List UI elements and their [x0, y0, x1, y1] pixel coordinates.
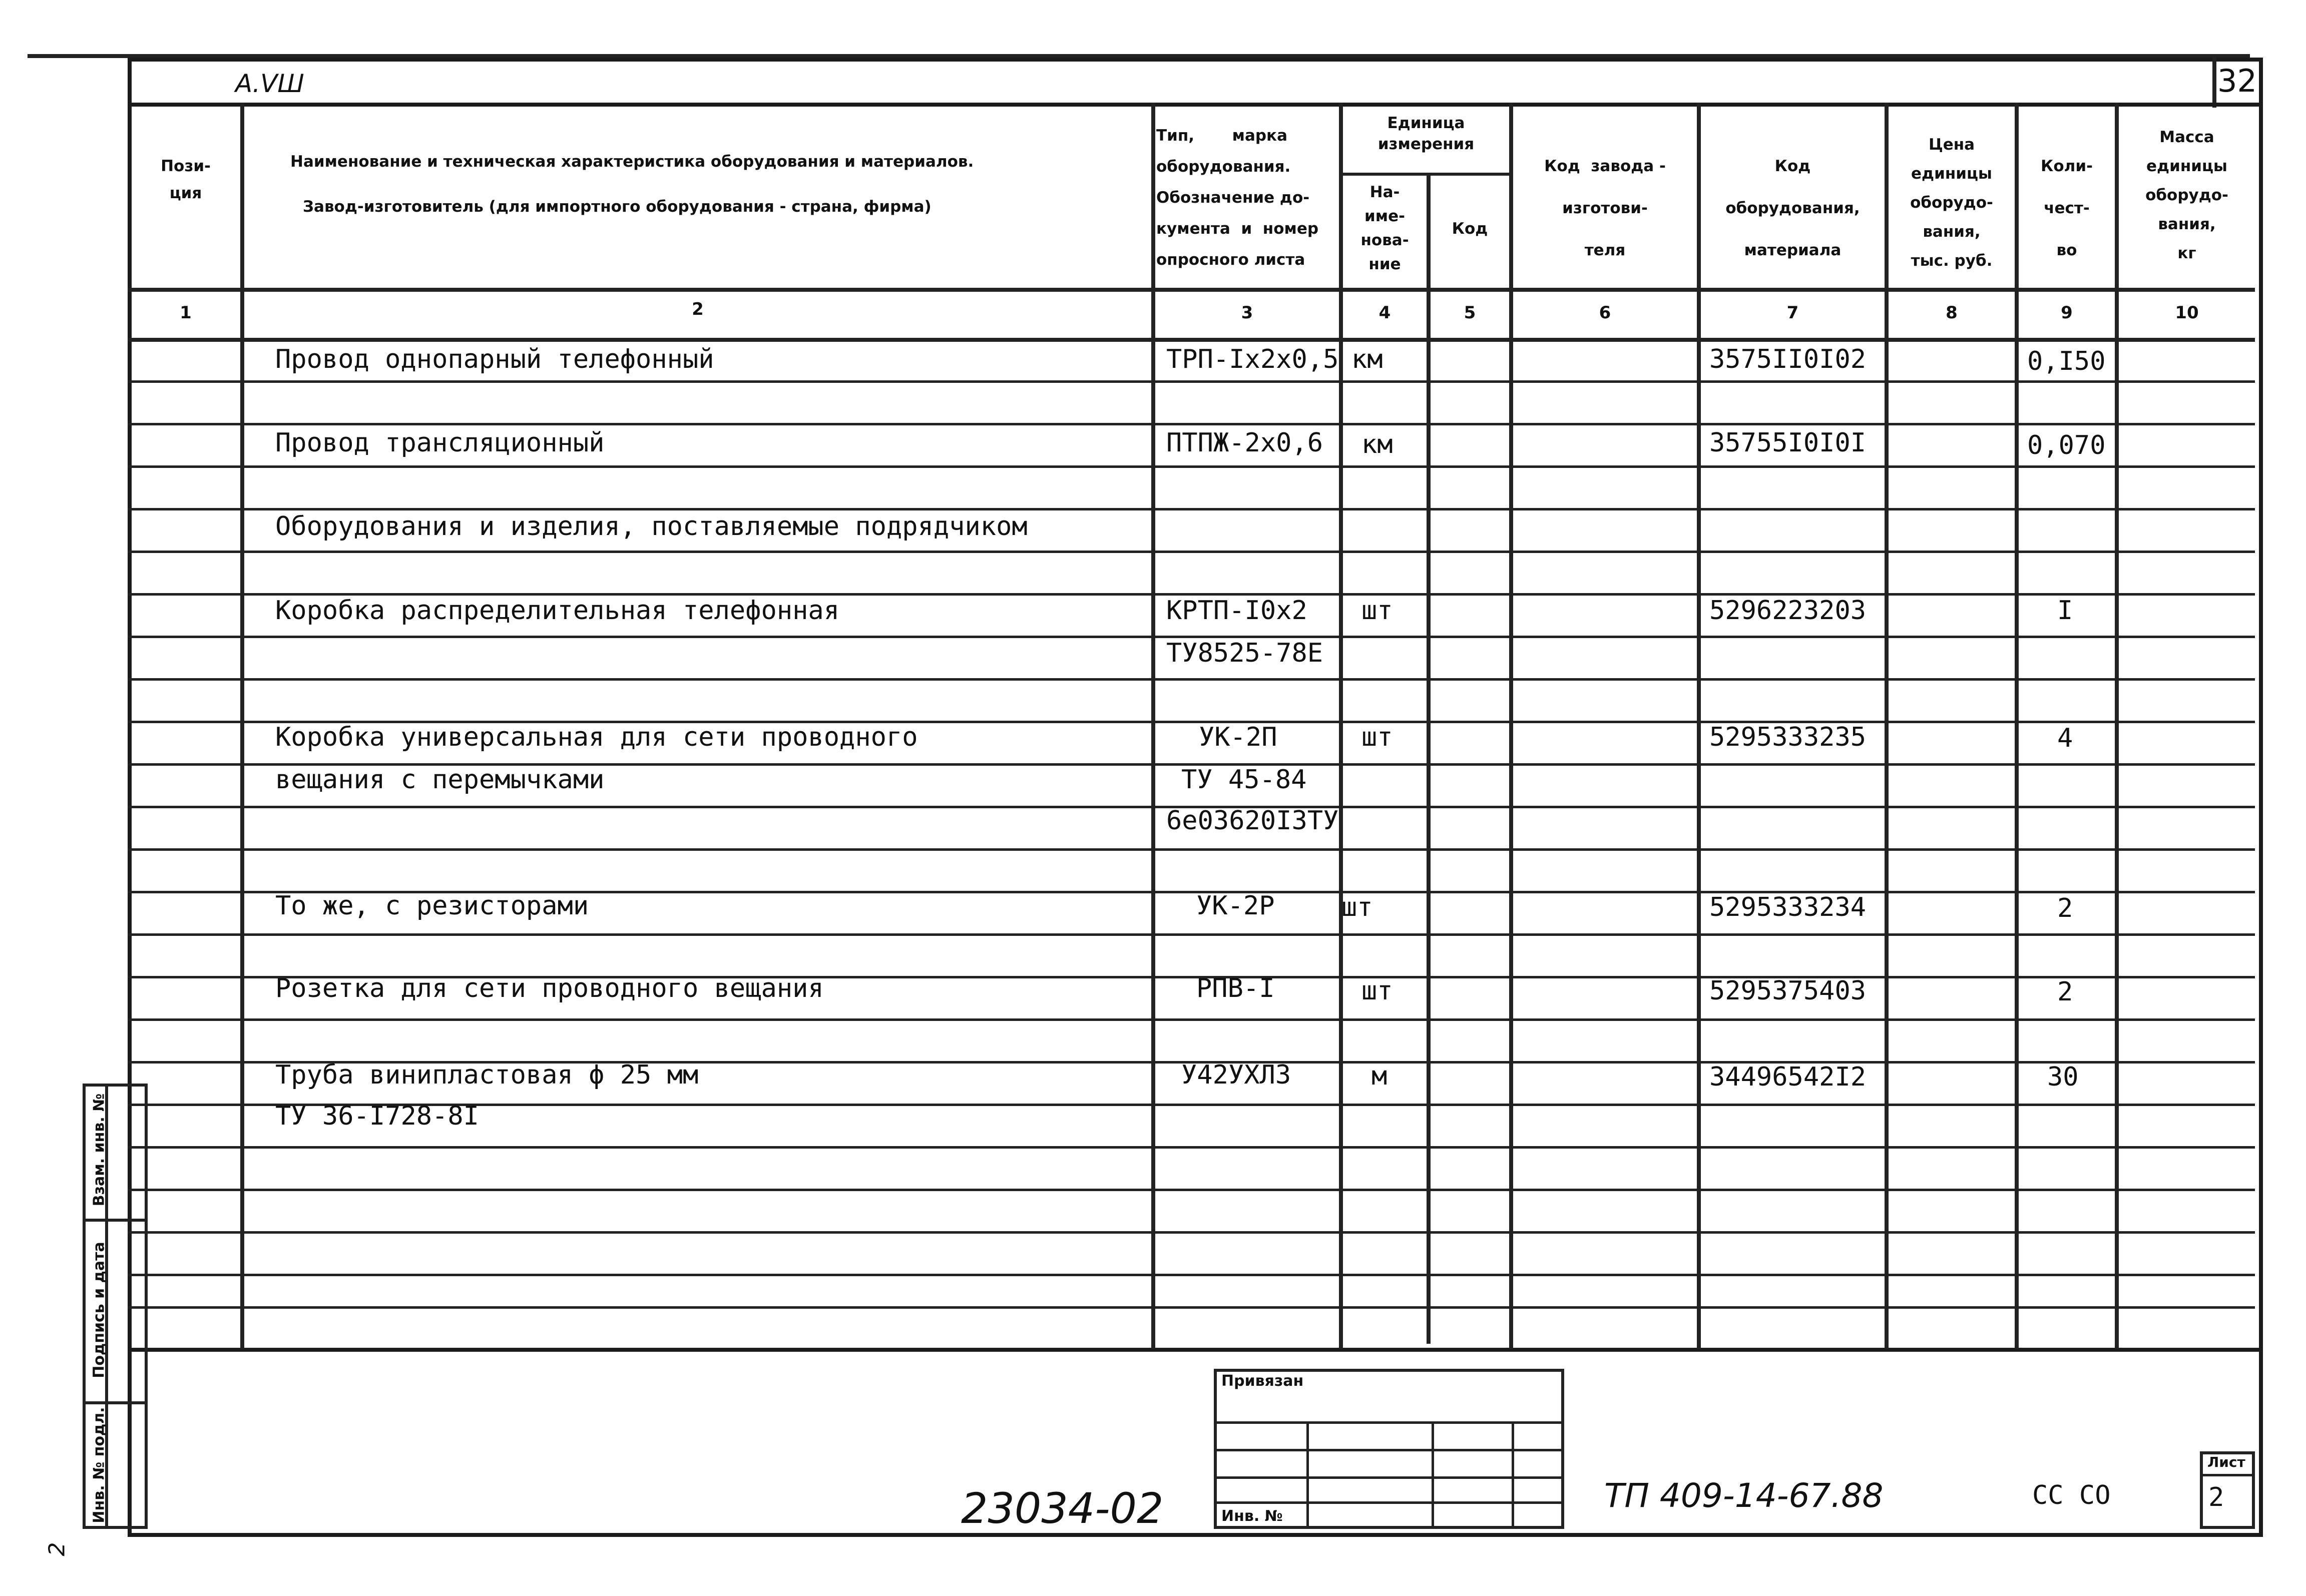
row-line — [128, 1146, 2255, 1149]
header-price-line: единицы — [1911, 165, 1992, 183]
header-mass-line: единицы — [2146, 157, 2227, 175]
column-number: 9 — [2061, 303, 2073, 323]
sheet-label: Лист — [2207, 1454, 2245, 1470]
row-code: 3575II0I02 — [1709, 344, 1867, 374]
row-code: 5295333234 — [1709, 892, 1867, 922]
header-unit-name-line: На- — [1369, 183, 1400, 201]
column-number: 1 — [180, 303, 192, 323]
header-price-line: оборудо- — [1910, 194, 1993, 212]
header-type-line: оборудования. — [1156, 158, 1291, 176]
column-number: 2 — [692, 299, 704, 319]
row-line — [128, 1189, 2255, 1191]
row-line — [128, 933, 2255, 936]
col-line-5 — [1509, 103, 1513, 1349]
row-qty: 4 — [2057, 723, 2073, 753]
page-number: 32 — [2217, 63, 2257, 99]
header-price-line: Цена — [1928, 136, 1975, 154]
header-price-line: вания, — [1923, 223, 1981, 241]
row-qty: I — [2057, 596, 2073, 626]
header-mass-line: Масса — [2159, 128, 2214, 146]
row-code: 5295333235 — [1709, 722, 1867, 752]
row-qty: 0,070 — [2027, 430, 2106, 460]
row-line — [128, 848, 2255, 851]
header-unit-name-line: име- — [1364, 207, 1405, 225]
row-type: У42УХЛ3 — [1181, 1060, 1291, 1090]
row-type: ТРП-Iх2х0,5 — [1166, 344, 1339, 374]
header-position-line: Пози- — [161, 157, 211, 175]
header-qty-line: Коли- — [2041, 157, 2093, 175]
col-line-1 — [240, 103, 244, 1349]
row-unit: шт — [1361, 722, 1393, 752]
column-number: 7 — [1786, 303, 1799, 323]
row-qty: 2 — [2057, 977, 2073, 1007]
row-unit: м — [1371, 1061, 1388, 1091]
header-bottom-line — [128, 288, 2255, 292]
header-position-line: ция — [169, 184, 202, 202]
column-number: 8 — [1946, 303, 1958, 323]
row-name: ТУ 36-I728-8I — [275, 1101, 479, 1131]
row-name: Коробка распределительная телефонная — [275, 596, 840, 626]
header-mass-line: вания, — [2158, 215, 2216, 233]
row-line — [128, 423, 2255, 425]
header-name-line1: Наименование и техническая характеристика оборудования и материалов. — [290, 153, 974, 171]
header-unit-group-line: измерения — [1377, 135, 1475, 153]
header-plant-code-line: Код завода - — [1544, 157, 1666, 175]
row-type: УК-2Р — [1196, 891, 1275, 921]
row-line — [128, 508, 2255, 510]
inv-no-label: Инв. № — [1221, 1507, 1283, 1525]
header-mass-line: оборудо- — [2145, 186, 2228, 204]
page-number-box — [2212, 58, 2216, 108]
row-name: Розетка для сети проводного вещания — [275, 973, 824, 1003]
row-type: ТУ 45-84 — [1181, 765, 1307, 795]
row-line — [128, 1018, 2255, 1021]
column-number: 5 — [1464, 303, 1476, 323]
header-unit-group-line: Единица — [1387, 114, 1465, 132]
row-qty: 30 — [2047, 1062, 2079, 1092]
header-unit-group — [1343, 113, 1509, 155]
header-equip-code-line: материала — [1744, 241, 1841, 259]
col-line-7 — [1885, 103, 1889, 1349]
row-qty: 0,I50 — [2027, 346, 2106, 376]
header-mass — [2119, 123, 2255, 268]
col-line-2 — [1151, 103, 1155, 1349]
col-line-8 — [2015, 103, 2019, 1349]
section-code: СС СО — [2032, 1480, 2111, 1510]
header-plant-code — [1513, 145, 1697, 271]
column-number: 4 — [1378, 303, 1391, 323]
sheet-no: 2 — [2208, 1482, 2224, 1512]
handwritten-number: 23034-02 — [961, 1484, 1164, 1533]
header-type-line: кумента и номер — [1156, 220, 1319, 238]
header-type-line: Тип, марка — [1156, 127, 1288, 145]
column-number: 6 — [1599, 303, 1611, 323]
corner-label: А.VШ — [235, 69, 304, 98]
stamp-vline — [1512, 1421, 1514, 1529]
row-name: Оборудования и изделия, поставляемые подрядчиком — [275, 511, 1028, 542]
column-number: 3 — [1241, 303, 1253, 323]
unit-split-line — [1339, 173, 1509, 176]
header-equip-code — [1701, 145, 1885, 271]
side-mark: 2 — [44, 1542, 70, 1556]
row-type: 6е03620I3ТУ — [1166, 806, 1339, 836]
header-mass-line: кг — [2177, 244, 2196, 262]
doc-code: ТП 409-14-67.88 — [1604, 1476, 1884, 1515]
row-type: ТУ8525-78Е — [1166, 638, 1323, 668]
header-price — [1889, 130, 2015, 275]
row-line — [128, 465, 2255, 468]
row-line — [128, 551, 2255, 553]
header-unit-name — [1343, 180, 1427, 276]
row-line — [128, 1231, 2255, 1234]
row-type: ПТПЖ-2х0,6 — [1166, 428, 1323, 458]
col-line-4 — [1427, 173, 1431, 1344]
header-qty-line: чест- — [2044, 199, 2090, 217]
col-line-9 — [2115, 103, 2119, 1349]
row-qty: 2 — [2057, 893, 2073, 923]
header-qty — [2019, 145, 2115, 271]
row-unit: шт — [1361, 976, 1393, 1006]
row-name: Коробка универсальная для сети проводного — [275, 722, 918, 752]
col-line-6 — [1697, 103, 1701, 1349]
stamp-vline — [1306, 1421, 1309, 1529]
row-line — [128, 1274, 2255, 1276]
header-plant-code-line: теля — [1584, 241, 1626, 259]
side-label-vzam: Взам. инв. № — [90, 1093, 108, 1207]
row-type: КРТП-I0х2 — [1166, 596, 1307, 626]
header-type-line: опросного листа — [1156, 251, 1305, 269]
stamp-vline — [1432, 1421, 1434, 1529]
row-code: 5296223203 — [1709, 596, 1867, 626]
header-qty-line: во — [2056, 241, 2077, 259]
row-code: 35755I0I0I — [1709, 428, 1867, 458]
header-type — [1156, 120, 1339, 275]
row-name: Провод однопарный телефонный — [275, 344, 714, 374]
row-line — [128, 1306, 2255, 1309]
row-unit: шт — [1341, 892, 1373, 922]
header-price-line: тыс. руб. — [1911, 252, 1993, 270]
row-code: 34496542I2 — [1709, 1062, 1867, 1092]
header-unit-code: Код — [1452, 220, 1488, 238]
header-unit-name-line: ние — [1368, 255, 1401, 273]
row-name: То же, с резисторами — [275, 891, 589, 921]
col-line-3 — [1339, 103, 1343, 1349]
header-plant-code-line: изготови- — [1562, 199, 1648, 217]
row-name: Труба винипластовая ϕ 25 мм — [275, 1060, 699, 1090]
colnum-bottom-line — [128, 338, 2255, 342]
row-unit: км — [1361, 429, 1393, 459]
header-name-line2: Завод-изготовитель (для импортного оборудования - страна, фирма) — [303, 198, 932, 216]
row-line — [128, 678, 2255, 681]
side-stamp-divider — [83, 1219, 148, 1222]
header-equip-code-line: оборудования, — [1725, 199, 1860, 217]
row-code: 5295375403 — [1709, 976, 1867, 1006]
row-name: вещания с перемычками — [275, 765, 605, 795]
side-label-inv-podl: Инв. № подл. — [90, 1407, 108, 1523]
header-unit-name-line: нова- — [1360, 231, 1409, 249]
row-type: РПВ-I — [1196, 973, 1275, 1003]
header-position — [131, 153, 240, 207]
header-type-line: Обозначение до- — [1156, 189, 1310, 207]
privyazan-label: Привязан — [1221, 1372, 1304, 1390]
column-number: 10 — [2175, 303, 2199, 323]
row-unit: шт — [1361, 596, 1393, 626]
row-unit: км — [1351, 344, 1383, 374]
row-name: Провод трансляционный — [275, 428, 605, 458]
side-label-podpis: Подпись и дата — [90, 1242, 108, 1378]
row-line — [128, 380, 2255, 383]
sheet-no-divider — [2200, 1474, 2255, 1476]
header-equip-code-line: Код — [1774, 157, 1811, 175]
row-type: УК-2П — [1199, 722, 1277, 752]
